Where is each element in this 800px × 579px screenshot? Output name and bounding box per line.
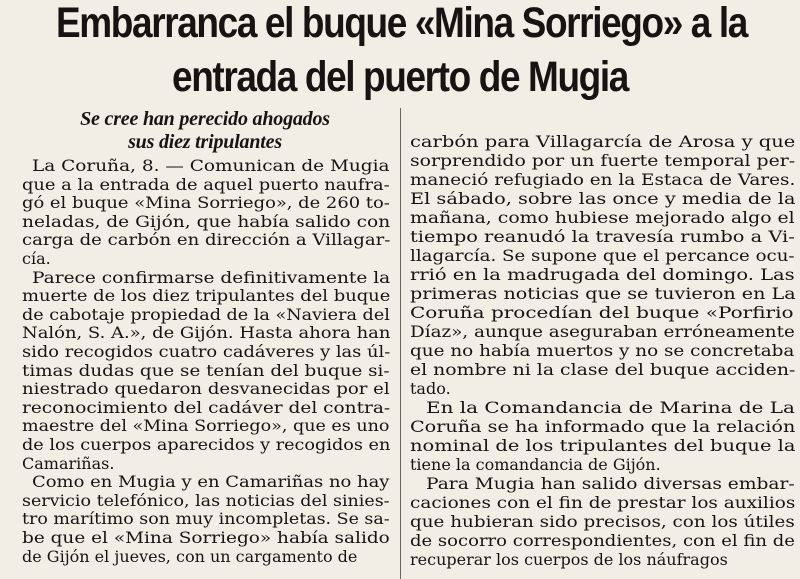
text-line: servicio telefónico, las noticias del sinies- <box>22 490 390 510</box>
headline-line-2: entrada del puerto de Mugia <box>172 53 628 101</box>
text-line: que hubieran sido precisos, con los útiles <box>410 512 795 531</box>
text-line: sido recogidos cuatro cadáveres y las úl- <box>22 342 391 361</box>
text-line: La Coruña, 8. — Comunican de Mugia <box>32 156 390 175</box>
text-line: niestrado quedaron desvanecidas por el <box>22 379 390 399</box>
subheadline-line-1: Se cree han perecido ahogados <box>80 108 330 130</box>
column-divider <box>400 108 401 579</box>
text-line: sorprendido por un fuerte temporal per- <box>410 151 796 170</box>
text-line: Coruña se ha informado que la relación <box>410 417 796 436</box>
text-line: Coruña procedían del buque «Porfirio <box>410 303 794 322</box>
text-line: que a la entrada de aquel puerto naufra- <box>22 174 390 194</box>
subheadline-line-2: sus diez tripulantes <box>128 131 282 153</box>
text-line: tro marítimo son muy incompletas. Se sa- <box>22 509 390 529</box>
text-line: Díaz», aunque aseguraban erróneamente <box>410 322 795 341</box>
text-line: el nombre ni la clase del buque acciden- <box>410 360 796 379</box>
text-line: primeras noticias que se tuvieron en La <box>410 284 796 303</box>
text-line: cía. <box>22 249 51 268</box>
text-line: Camariñas. <box>22 453 115 473</box>
text-line: carga de carbón en dirección a Villagar- <box>22 230 391 250</box>
text-line: El sábado, sobre las once y media de la <box>410 189 796 208</box>
text-line: mañana, como hubiese mejorado algo el <box>410 208 795 227</box>
text-line: be que el «Mina Sorriego» había salido <box>22 528 390 547</box>
text-line: que no había muertos y no se concretaba <box>410 341 795 360</box>
text-line: carbón para Villagarcía de Arosa y que <box>410 132 796 151</box>
text-line: de cabotaje propiedad de la «Naviera del <box>22 304 390 324</box>
text-line: En la Comandancia de Marina de La <box>426 398 795 417</box>
text-line: recuperar los cuerpos de los náufragos <box>410 550 728 569</box>
text-line: Para Mugia han salido diversas embar- <box>426 474 795 493</box>
text-line: maneció refugiado en la Estaca de Vares. <box>410 170 796 189</box>
text-line: Como en Mugia y en Camariñas no hay <box>32 472 390 492</box>
text-line: rrió en la madrugada del domingo. Las <box>410 265 795 284</box>
text-line: de Gijón el jueves, con un cargamento de <box>22 546 358 566</box>
text-line: llagarcía. Se supone que el percance ocu- <box>410 246 795 265</box>
text-line: maestre del «Mina Sorriego», que es uno <box>22 416 390 436</box>
text-line: neladas, de Gijón, que había salido con <box>22 211 391 231</box>
text-line: nominal de los tripulantes del buque la <box>410 436 796 455</box>
text-line: de socorro correspondientes, con el fin de <box>410 531 795 550</box>
headline-line-1: Embarranca el buque «Mina Sorriego» a la <box>56 0 747 47</box>
text-line: tiempo reanudó la travesía rumbo a Vi- <box>410 227 795 246</box>
text-line: Parece confirmarse definitivamente la <box>32 267 391 287</box>
text-line: tado. <box>410 379 451 398</box>
text-line: gó el buque «Mina Sorriego», de 260 to- <box>22 193 390 213</box>
text-line: reconocimiento del cadáver del contra- <box>22 397 391 417</box>
text-line: muerte de los diez tripulantes del buque <box>22 286 391 306</box>
text-line: timas dudas que se tenían del buque si- <box>22 360 390 380</box>
text-line: de los cuerpos aparecidos y recogidos en <box>22 435 391 454</box>
text-line: caciones con el fin de prestar los auxilios <box>410 493 796 512</box>
text-line: Nalón, S. A.», de Gijón. Hasta ahora han <box>22 323 391 343</box>
text-line: tiene la comandancia de Gijón. <box>410 455 661 474</box>
